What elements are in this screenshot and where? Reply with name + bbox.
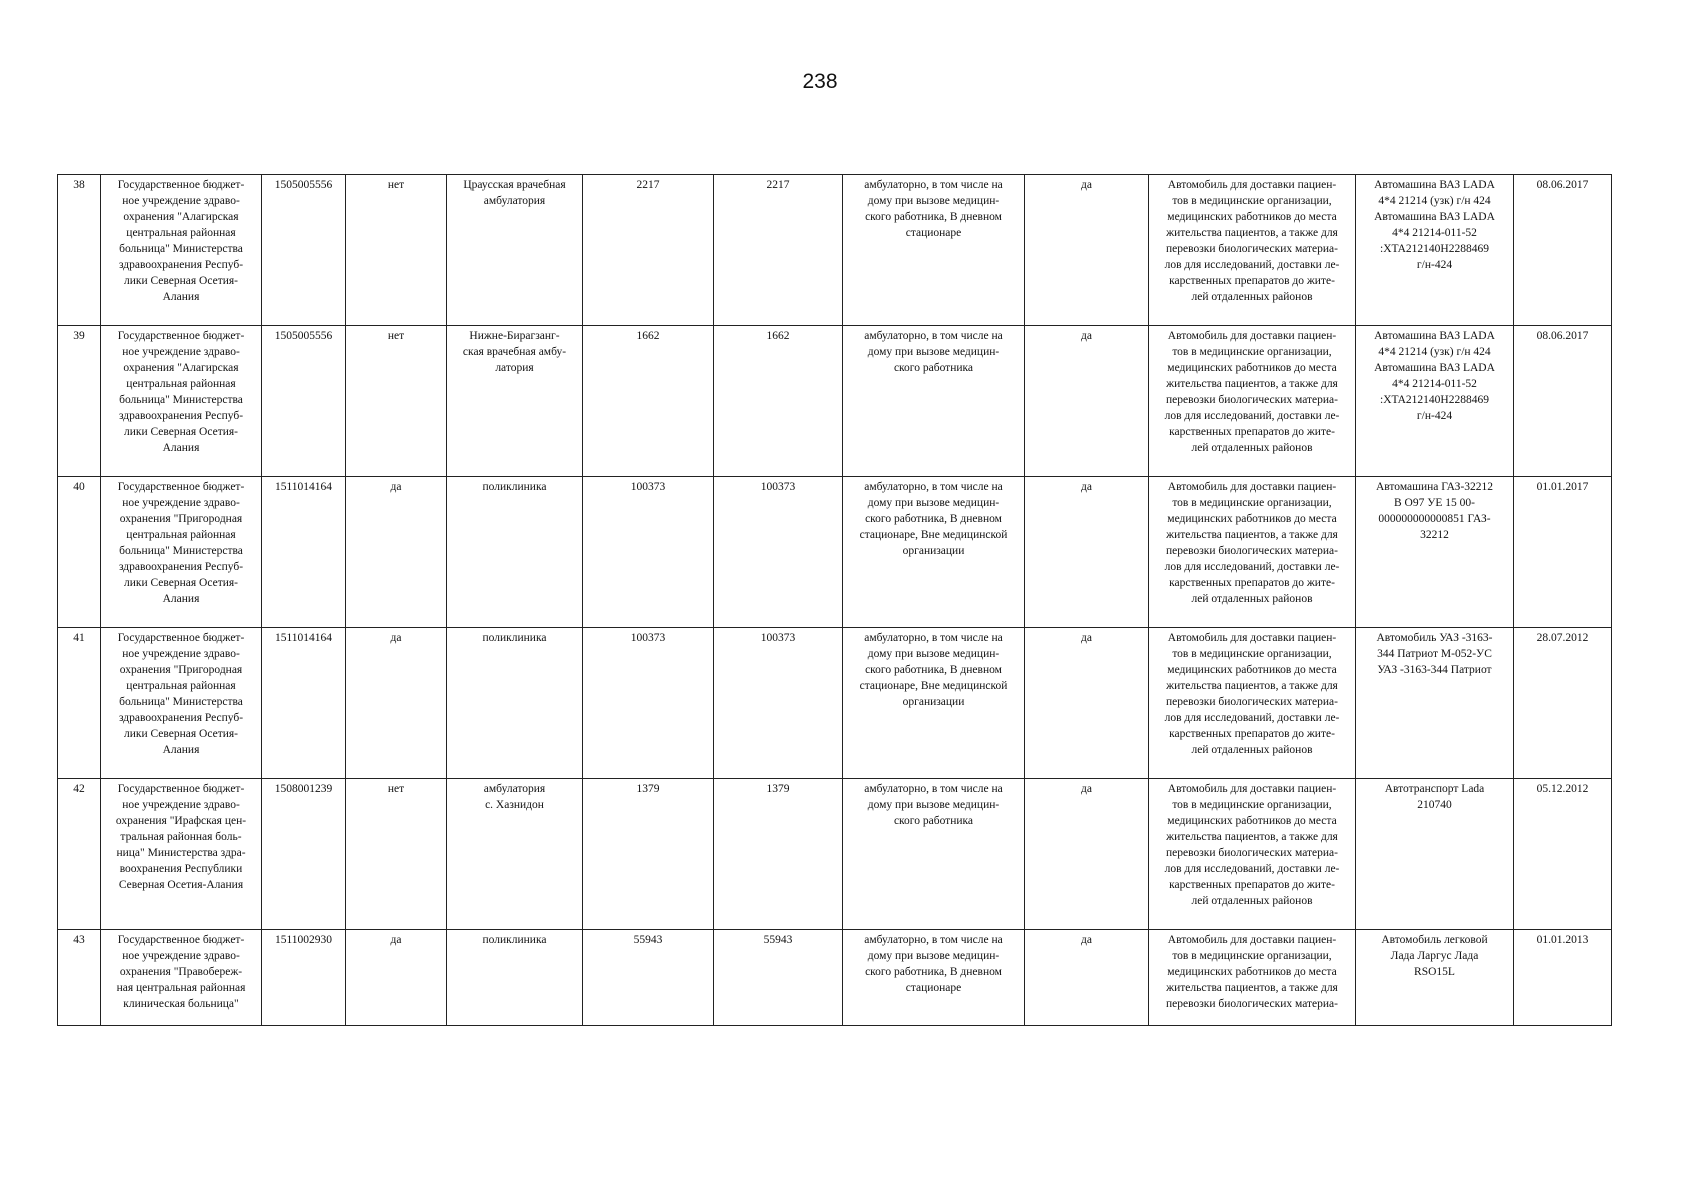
vehicle-description: Автомобиль УАЗ -3163- 344 Патриот М-052-УС УАЗ -3163-344 Патриот [1356, 628, 1514, 779]
flag-value: нет [346, 326, 447, 477]
inn-code: 1511002930 [262, 930, 346, 1026]
value-1: 2217 [583, 175, 714, 326]
flag-value: да [346, 477, 447, 628]
vehicle-description: Автотранспорт Lada 210740 [1356, 779, 1514, 930]
organization-name: Государственное бюджет- ное учреждение здраво- охранения "Алагирская центральная районная больница" Министерства здравоохранения Респуб- лики Северная Осетия- Алания [101, 175, 262, 326]
care-conditions: амбулаторно, в том числе на дому при вызове медицин- ского работника, В дневном стационаре [843, 175, 1025, 326]
care-conditions: амбулаторно, в том числе на дому при вызове медицин- ского работника [843, 326, 1025, 477]
yes-value: да [1025, 477, 1149, 628]
vehicle-purpose: Автомобиль для доставки пациен- тов в медицинские организации, медицинских работников до места жительства пациентов, а также для перевозки биологических материа- лов для исследований, доставки ле- карственных препаратов до жите- лей отдаленных районов [1149, 779, 1356, 930]
table-row [58, 628, 1612, 779]
table-row [58, 175, 1612, 326]
row-number: 38 [58, 175, 101, 326]
row-number: 42 [58, 779, 101, 930]
value-2: 55943 [714, 930, 843, 1026]
inn-code: 1511014164 [262, 628, 346, 779]
table-row [58, 326, 1612, 477]
vehicle-description: Автомашина ВАЗ LADA 4*4 21214 (узк) г/н 424 Автомашина ВАЗ LADA 4*4 21214-011-52 :XTA212140H2288469 г/н-424 [1356, 326, 1514, 477]
registry-table [57, 174, 1612, 1026]
yes-value: да [1025, 628, 1149, 779]
organization-name: Государственное бюджет- ное учреждение здраво- охранения "Пригородная центральная районная больница" Министерства здравоохранения Респуб- лики Северная Осетия- Алания [101, 477, 262, 628]
unit-name: поликлиника [447, 628, 583, 779]
vehicle-purpose: Автомобиль для доставки пациен- тов в медицинские организации, медицинских работников до места жительства пациентов, а также для перевозки биологических материа- лов для исследований, доставки ле- карственных препаратов до жите- лей отдаленных районов [1149, 326, 1356, 477]
unit-name: амбулатория с. Хазнидон [447, 779, 583, 930]
vehicle-purpose: Автомобиль для доставки пациен- тов в медицинские организации, медицинских работников до места жительства пациентов, а также для перевозки биологических материа- лов для исследований, доставки ле- карственных препаратов до жите- лей отдаленных районов [1149, 628, 1356, 779]
vehicle-purpose: Автомобиль для доставки пациен- тов в медицинские организации, медицинских работников до места жительства пациентов, а также для перевозки биологических материа- лов для исследований, доставки ле- карственных препаратов до жите- лей отдаленных районов [1149, 477, 1356, 628]
value-2: 1379 [714, 779, 843, 930]
value-2: 1662 [714, 326, 843, 477]
page-number: 238 [802, 70, 838, 93]
vehicle-purpose: Автомобиль для доставки пациен- тов в медицинские организации, медицинских работников до места жительства пациентов, а также для перевозки биологических материа- [1149, 930, 1356, 1026]
value-2: 2217 [714, 175, 843, 326]
unit-name: Нижне-Бирагзанг- ская врачебная амбу- латория [447, 326, 583, 477]
organization-name: Государственное бюджет- ное учреждение здраво- охранения "Пригородная центральная районная больница" Министерства здравоохранения Респуб- лики Северная Осетия- Алания [101, 628, 262, 779]
organization-name: Государственное бюджет- ное учреждение здраво- охранения "Ирафская цен- тральная районная боль- ница" Министерства здра- воохранения Республики Северная Осетия-Алания [101, 779, 262, 930]
date-value: 08.06.2017 [1514, 175, 1612, 326]
inn-code: 1505005556 [262, 326, 346, 477]
row-number: 39 [58, 326, 101, 477]
vehicle-description: Автомашина ГАЗ-32212 В О97 УЕ 15 00- 000000000000851 ГАЗ- 32212 [1356, 477, 1514, 628]
table-row [58, 930, 1612, 1026]
organization-name: Государственное бюджет- ное учреждение здраво- охранения "Алагирская центральная районная больница" Министерства здравоохранения Респуб- лики Северная Осетия- Алания [101, 326, 262, 477]
value-2: 100373 [714, 628, 843, 779]
value-1: 1662 [583, 326, 714, 477]
value-2: 100373 [714, 477, 843, 628]
care-conditions: амбулаторно, в том числе на дому при вызове медицин- ского работника [843, 779, 1025, 930]
care-conditions: амбулаторно, в том числе на дому при вызове медицин- ского работника, В дневном стационаре [843, 930, 1025, 1026]
value-1: 100373 [583, 628, 714, 779]
vehicle-description: Автомобиль легковой Лада Ларгус Лада RSO15L [1356, 930, 1514, 1026]
row-number: 43 [58, 930, 101, 1026]
inn-code: 1511014164 [262, 477, 346, 628]
value-1: 1379 [583, 779, 714, 930]
date-value: 01.01.2013 [1514, 930, 1612, 1026]
care-conditions: амбулаторно, в том числе на дому при вызове медицин- ского работника, В дневном стационаре, Вне медицинской организации [843, 477, 1025, 628]
organization-name: Государственное бюджет- ное учреждение здраво- охранения "Правобереж- ная центральная районная клиническая больница" [101, 930, 262, 1026]
inn-code: 1508001239 [262, 779, 346, 930]
date-value: 05.12.2012 [1514, 779, 1612, 930]
vehicle-purpose: Автомобиль для доставки пациен- тов в медицинские организации, медицинских работников до места жительства пациентов, а также для перевозки биологических материа- лов для исследований, доставки ле- карственных препаратов до жите- лей отдаленных районов [1149, 175, 1356, 326]
flag-value: да [346, 930, 447, 1026]
care-conditions: амбулаторно, в том числе на дому при вызове медицин- ского работника, В дневном стационаре, Вне медицинской организации [843, 628, 1025, 779]
unit-name: поликлиника [447, 930, 583, 1026]
flag-value: нет [346, 175, 447, 326]
flag-value: да [346, 628, 447, 779]
row-number: 41 [58, 628, 101, 779]
table-row [58, 779, 1612, 930]
value-1: 55943 [583, 930, 714, 1026]
vehicle-description: Автомашина ВАЗ LADA 4*4 21214 (узк) г/н 424 Автомашина ВАЗ LADA 4*4 21214-011-52 :XTA212140H2288469 г/н-424 [1356, 175, 1514, 326]
yes-value: да [1025, 930, 1149, 1026]
table-row [58, 477, 1612, 628]
date-value: 01.01.2017 [1514, 477, 1612, 628]
unit-name: поликлиника [447, 477, 583, 628]
inn-code: 1505005556 [262, 175, 346, 326]
yes-value: да [1025, 175, 1149, 326]
flag-value: нет [346, 779, 447, 930]
date-value: 08.06.2017 [1514, 326, 1612, 477]
date-value: 28.07.2012 [1514, 628, 1612, 779]
row-number: 40 [58, 477, 101, 628]
yes-value: да [1025, 326, 1149, 477]
unit-name: Цраусская врачебная амбулатория [447, 175, 583, 326]
yes-value: да [1025, 779, 1149, 930]
value-1: 100373 [583, 477, 714, 628]
